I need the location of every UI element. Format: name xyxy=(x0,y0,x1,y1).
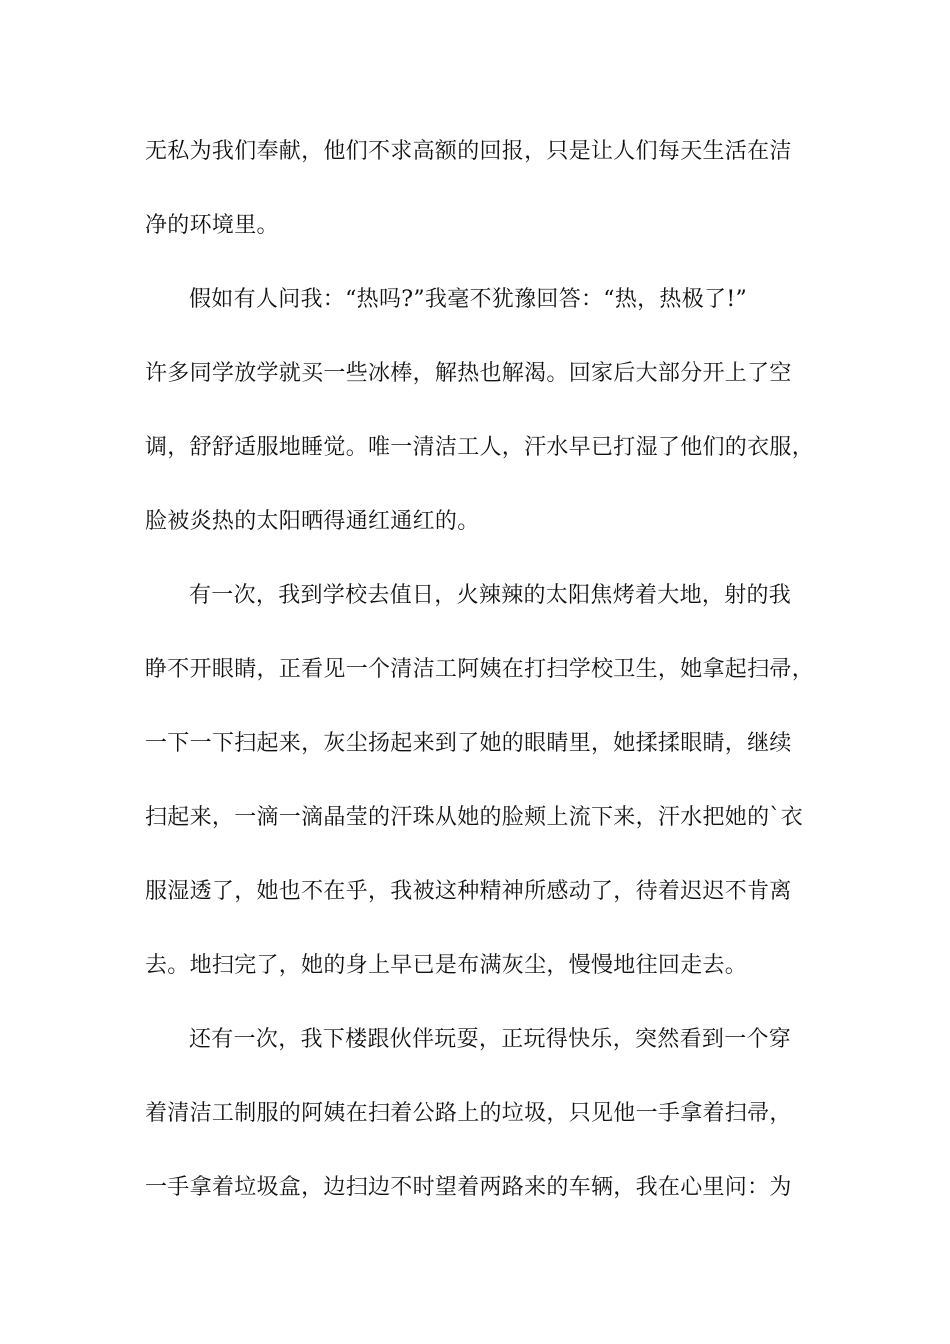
text-line: 无私为我们奉献，他们不求高额的回报，只是让人们每天生活在洁 xyxy=(145,139,792,164)
paragraph-start-line: 有一次，我到学校去值日，火辣辣的太阳焦烤着大地，射的我 xyxy=(189,583,792,608)
text-line: 一下一下扫起来，灰尘扬起来到了她的眼睛里，她揉揉眼睛，继续 xyxy=(145,731,792,756)
text-line: 脸被炎热的太阳晒得通红通红的。 xyxy=(145,509,480,534)
text-line: 调，舒舒适服地睡觉。唯一清洁工人，汗水早已打湿了他们的衣服， xyxy=(145,435,815,460)
text-line: 净的环境里。 xyxy=(145,213,279,238)
text-line: 扫起来，一滴一滴晶莹的汗珠从她的脸颊上流下来，汗水把她的`衣 xyxy=(145,805,804,830)
text-line: 去。地扫完了，她的身上早已是布满灰尘，慢慢地往回走去。 xyxy=(145,953,748,978)
text-line: 一手拿着垃圾盒，边扫边不时望着两路来的车辆，我在心里问：为 xyxy=(145,1175,792,1200)
text-line: 许多同学放学就买一些冰棒，解热也解渴。回家后大部分开上了空 xyxy=(145,361,792,386)
text-line: 服湿透了，她也不在乎，我被这种精神所感动了，待着迟迟不肯离 xyxy=(145,879,792,904)
text-line: 着清洁工制服的阿姨在扫着公路上的垃圾，只见他一手拿着扫帚， xyxy=(145,1101,792,1126)
paragraph-start-line: 假如有人问我：“热吗?”我毫不犹豫回答：“热，热极了!” xyxy=(189,287,748,312)
text-line: 睁不开眼睛，正看见一个清洁工阿姨在打扫学校卫生，她拿起扫帚， xyxy=(145,657,815,682)
paragraph-start-line: 还有一次，我下楼跟伙伴玩耍，正玩得快乐，突然看到一个穿 xyxy=(189,1027,792,1052)
